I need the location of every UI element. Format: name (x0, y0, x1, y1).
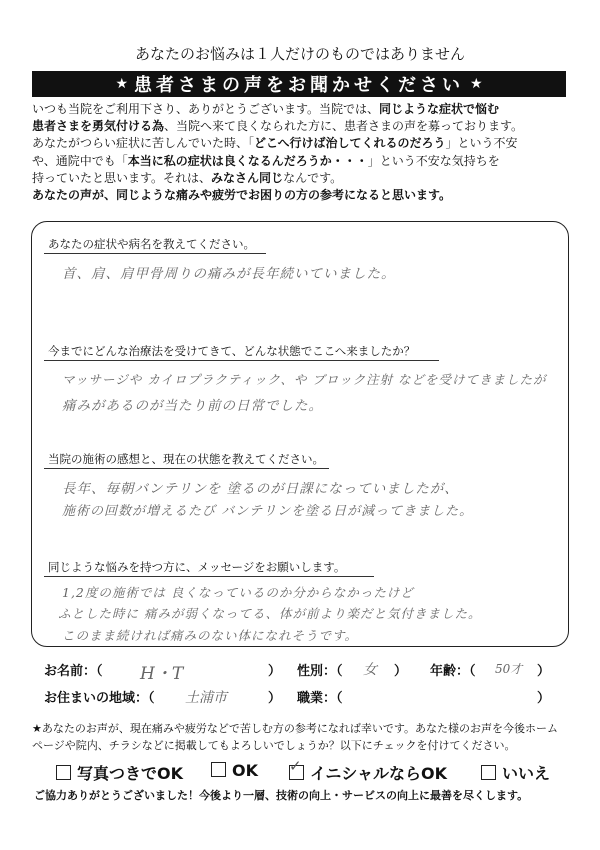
name-label: お名前：（ (44, 664, 103, 679)
banner-title: 患者さまの声をお聞かせください (134, 75, 464, 96)
intro-emphasis: 同じような症状で悩む (379, 102, 500, 116)
job-label: 職業：（ (297, 691, 343, 706)
question-underline (44, 468, 329, 469)
answer-message-line-1: 1,2度の施術では 良くなっているのか分からなかったけど (62, 585, 414, 600)
name-close: ） (268, 664, 282, 679)
gender-label: 性別：（ (297, 664, 343, 679)
question-underline (44, 253, 266, 254)
answer-message-line-2: ふとした時に 痛みが弱くなってる、体が前より楽だと気付きました。 (58, 606, 482, 621)
intro-emphasis: どこへ行けば治してくれるのだろう (254, 136, 446, 151)
job-close: ） (537, 691, 551, 706)
checkbox[interactable] (481, 765, 496, 780)
intro-text-segment: なんです。 (283, 170, 343, 185)
consent-option-no[interactable] (481, 761, 550, 784)
intro-emphasis: あなたの声が、同じような痛みや疲労でお困りの方の参考になる (32, 188, 381, 203)
intro-text (32, 101, 572, 204)
answer-symptoms-line-1: 首、肩、肩甲骨周りの痛みが長年続いていました。 (62, 266, 396, 282)
star-icon: ★ (470, 76, 483, 92)
question-underline (44, 360, 439, 361)
tagline: あなたのお悩みは１人だけのものではありません (134, 45, 465, 63)
name-value: H・T (140, 664, 184, 684)
answer-impressions-line-2: 施術の回数が増えるたび バンテリンを塗る日が減ってきました。 (62, 504, 474, 519)
consent-notice-line-2: ページや院内、チラシなどに掲載してもよろしいでしょうか？以下にチェックを付けてください。 (32, 738, 516, 752)
banner (32, 71, 566, 97)
consent-option-photo[interactable] (56, 761, 183, 784)
consent-option-ok[interactable] (211, 761, 258, 780)
intro-text-segment: 持っていたと思います。それは、 (32, 170, 212, 185)
consent-option-initials[interactable] (289, 757, 448, 784)
answer-message-line-3: このまま続ければ痛みのない体になれそうです。 (62, 628, 359, 643)
footer-thanks: ご協力ありがとうございました！今後より一層、技術の向上・サービスの向上に最善を尽くします。 (34, 789, 529, 802)
area-label: お住まいの地域：（ (44, 691, 155, 706)
intro-text-segment: 」という不安な気持ちを (367, 153, 500, 168)
star-icon: ★ (115, 76, 128, 92)
consent-notice (32, 721, 577, 754)
intro-emphasis: みなさん同じ (211, 170, 284, 185)
intro-emphasis: と思います。 (380, 188, 452, 203)
area-close: ） (268, 691, 282, 706)
intro-text-segment: あなたがつらい症状に苦しんでいた時、「 (32, 136, 255, 151)
consent-option-label: いいえ (502, 764, 551, 783)
gender-value: 女 (363, 662, 377, 678)
intro-emphasis: 患者さまを勇気付ける為 (32, 119, 165, 134)
consent-option-label: 写真つきでOK (77, 764, 184, 783)
question-impressions: 当院の施術の感想と、現在の状態を教えてください。 (48, 452, 324, 466)
intro-text-segment: 、当院へ来て良くなられた方に、患者さまの声を募っております。 (164, 119, 524, 134)
answer-past-treatments-line-2: 痛みがあるのが当たり前の日常でした。 (62, 398, 323, 414)
question-symptoms: あなたの症状や病名を教えてください。 (48, 237, 255, 251)
area-value: 土浦市 (185, 690, 227, 706)
intro-text-segment: いつも当院をご利用下さり、ありがとうございます。当院では、 (32, 102, 380, 116)
consent-option-label: OK (232, 761, 258, 780)
intro-text-segment: 」という不安 (445, 136, 518, 151)
question-message: 同じような悩みを持つ方に、メッセージをお願いします。 (48, 560, 346, 574)
answer-impressions-line-1: 長年、毎朝バンテリンを 塗るのが日課になっていましたが、 (62, 481, 459, 497)
question-underline (44, 576, 374, 577)
consent-notice-line-1: ★あなたのお声が、現在痛みや疲労などで苦しむ方の参考になれば幸いです。あなた様のお声を今後ホーム (32, 722, 558, 735)
age-value: 50才 (495, 662, 523, 676)
age-close: ） (537, 664, 551, 679)
checkbox-checked[interactable] (289, 757, 304, 780)
question-past-treatments: 今までにどんな治療法を受けてきて、どんな状態でここへ来ましたか？ (48, 344, 416, 358)
intro-emphasis: 本当に私の症状は良くなるんだろうか・・・ (127, 153, 368, 168)
answer-past-treatments-line-1: マッサージや カイロプラクティック、や ブロック注射 などを受けてきましたが (62, 372, 547, 387)
consent-option-label: イニシャルならOK (310, 764, 448, 783)
checkbox[interactable] (211, 762, 226, 777)
checkbox[interactable] (56, 765, 71, 780)
intro-text-segment: や、通院中でも「 (32, 153, 128, 168)
check-mark-icon: ✓ (289, 757, 302, 775)
age-label: 年齢：（ (430, 664, 476, 679)
gender-close: ） (394, 664, 408, 679)
